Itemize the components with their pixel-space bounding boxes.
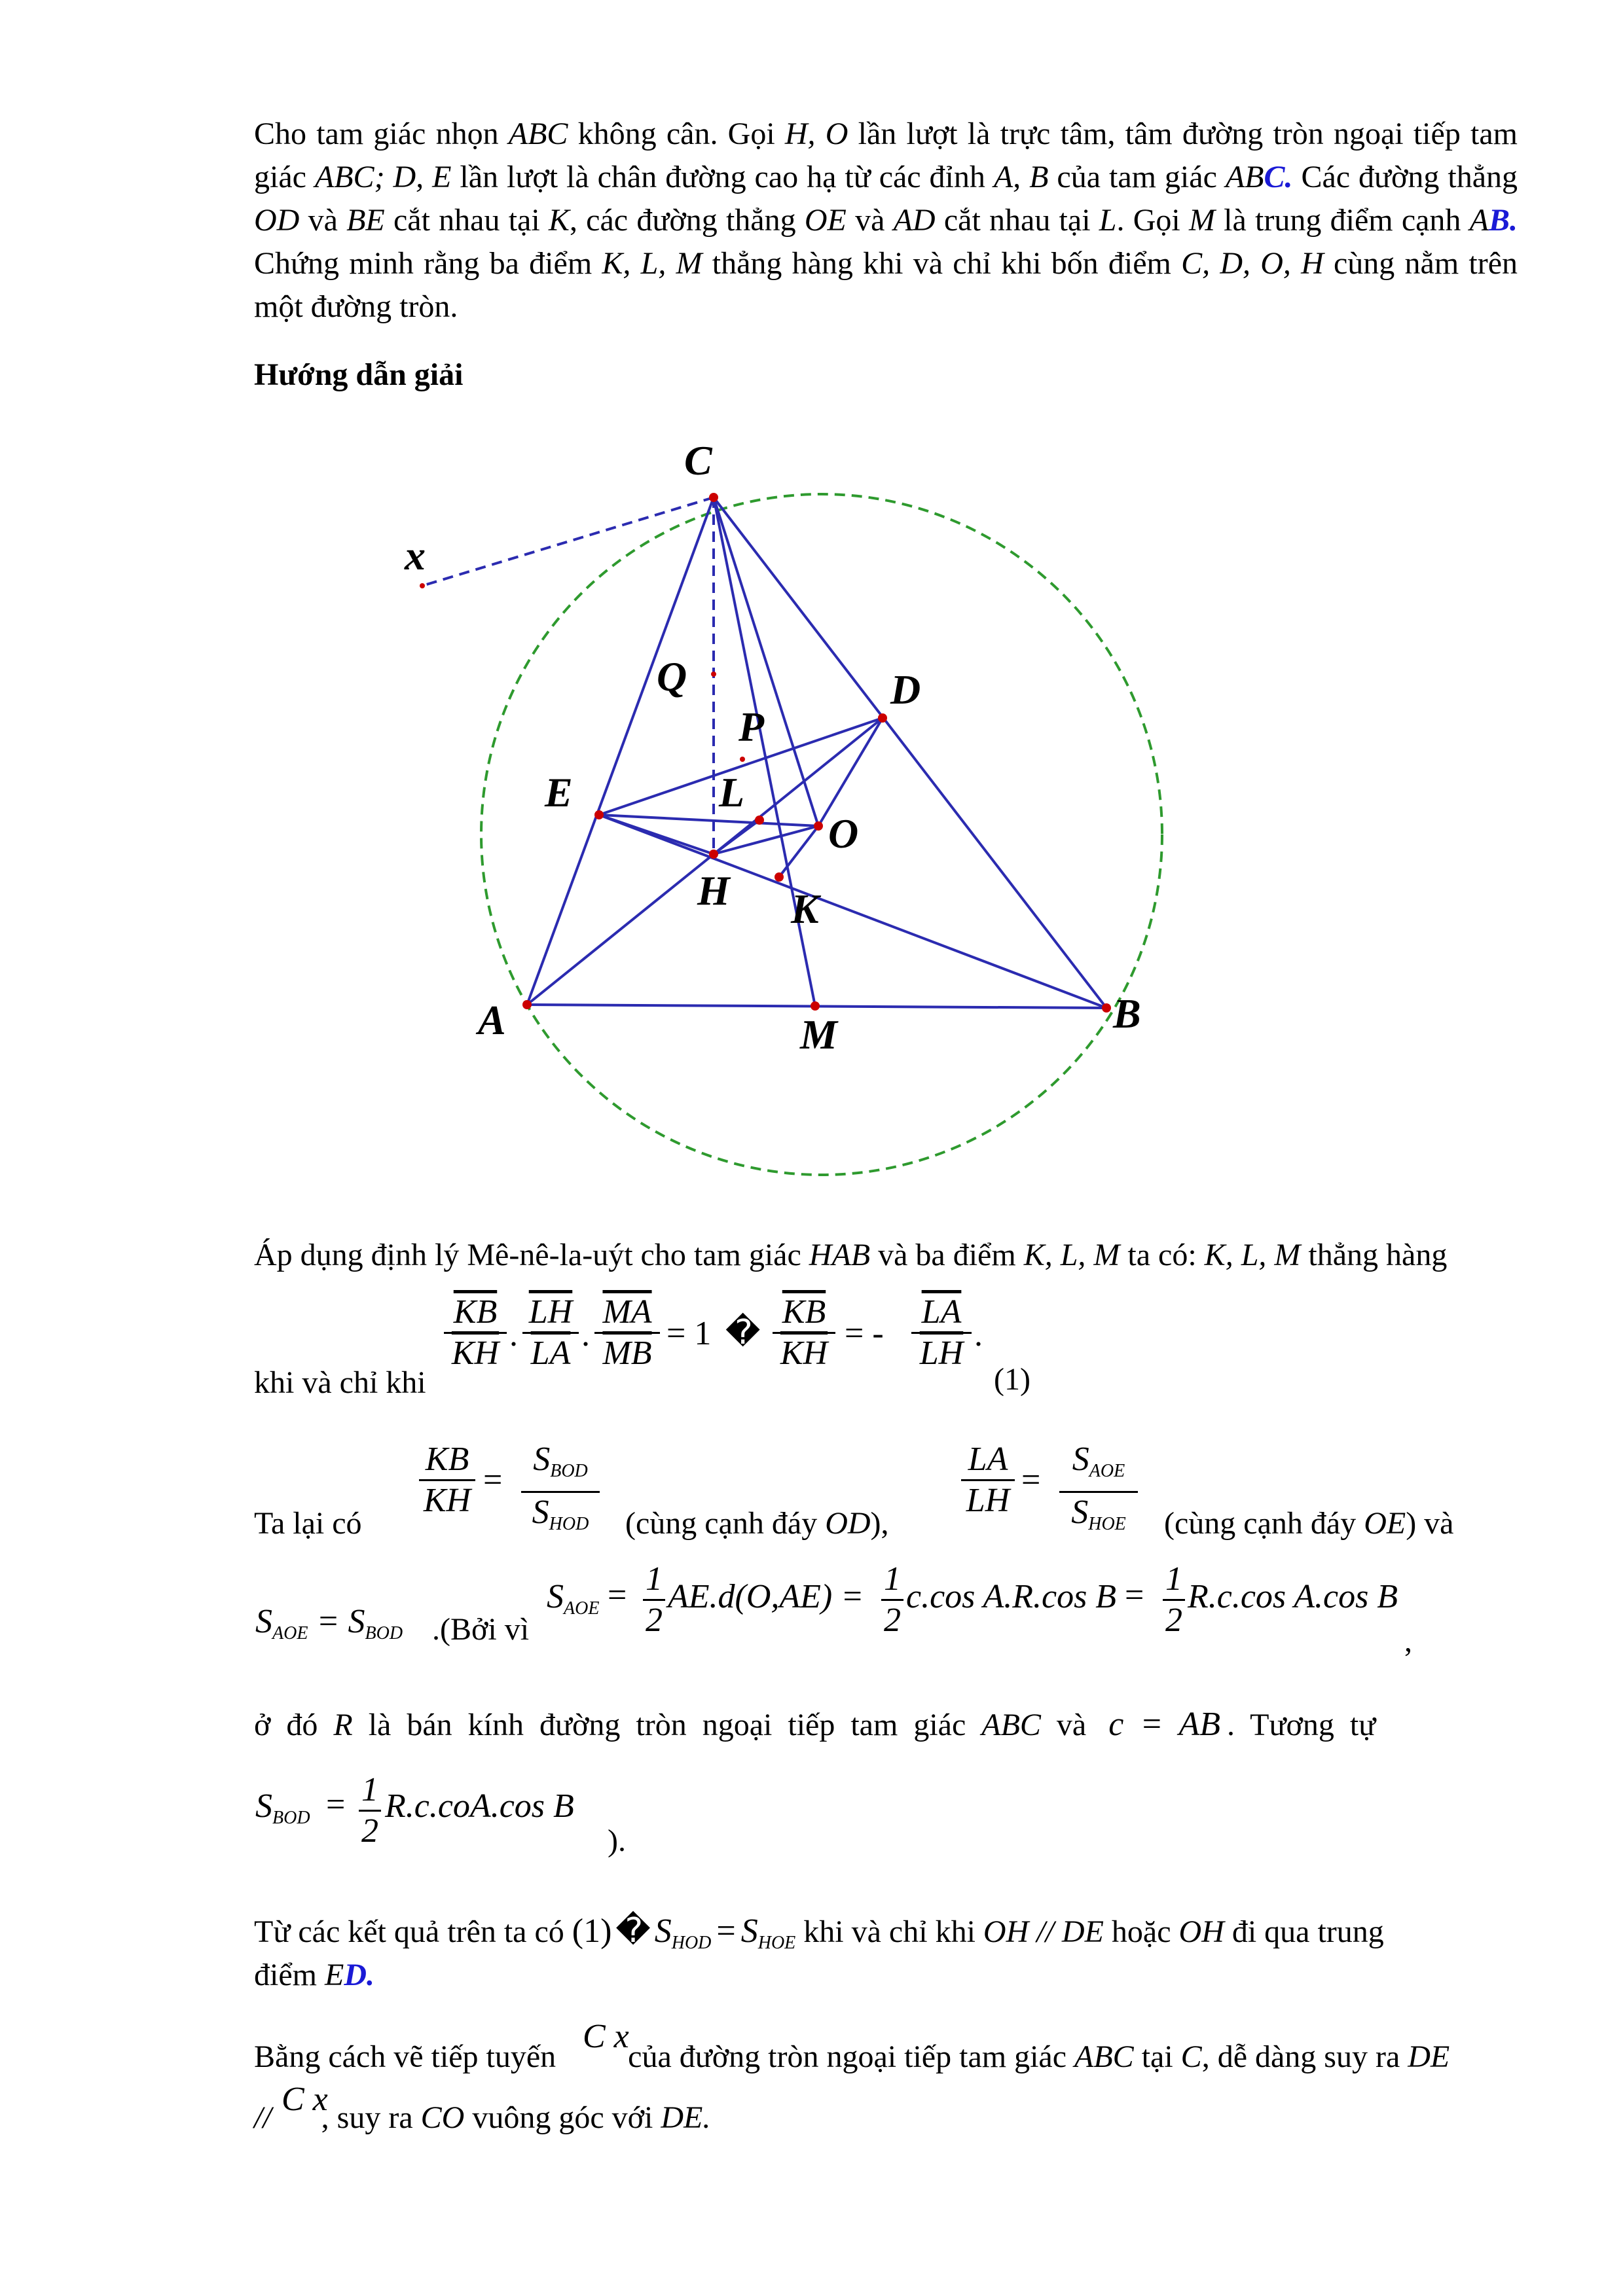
solution-line-7: Từ các kết quả trên ta có (1) � $S_{HOD} = S_{HOE}$ khi và chỉ khi OH // DE hoặc OH đi qua trung [254, 1912, 1384, 1953]
label-q: Q [657, 653, 687, 700]
solution-line-5: ở đó R là bán kính đường tròn ngoại tiếp tam giác ABC và c = AB . Tương tự [254, 1706, 1376, 1743]
solution-line-10: // , suy ra CO vuông góc với DE. [254, 2100, 711, 2135]
point-c [709, 493, 718, 502]
tangent-cx-label-2: C x [282, 2081, 328, 2118]
label-o: O [828, 810, 859, 857]
label-m: M [800, 1011, 837, 1058]
frac-la-lh: $\frac{\overline{LA}}{LH}$ [911, 1293, 972, 1373]
solution-line-2-prefix: khi và chỉ khi [254, 1365, 426, 1400]
point-q [711, 672, 716, 677]
point-h [709, 850, 718, 859]
label-x: x [405, 532, 426, 579]
frac-lh-la: $\frac{\overline{LH}}{LA}$ [522, 1293, 579, 1373]
frac-sbod-shod: $S_{BOD}$ $S_{HOD}$ [521, 1440, 600, 1544]
label-b: B [1113, 990, 1141, 1037]
solution-line-1: Áp dụng định lý Mê-nê-la-uýt cho tam giác HAB và ba điểm K, L, M ta có: K, L, M thẳng hàng [254, 1238, 1448, 1272]
tangent-cx-label: C x [583, 2018, 629, 2055]
label-e: E [545, 769, 573, 816]
label-c: C [684, 437, 712, 484]
frac-ma-mb: $\frac{\overline{MA}}{MB}$ [594, 1293, 660, 1373]
label-k: K [791, 886, 819, 932]
point-o [814, 821, 823, 831]
label-d: D [890, 666, 921, 713]
frac-kb-kh: $\frac{\overline{KB}}{KH}$ [444, 1293, 507, 1373]
problem-statement: Cho tam giác nhọn ABC không cân. Gọi H, O lần lượt là trực tâm, tâm đường tròn ngoại tiếp tam giác ABC; D, E lần lượt là chân đường cao hạ từ các đỉnh A, B của tam giác ABC. Các đường thẳng OD và BE cắt nhau tại K, các đường thẳng OE và AD cắt nhau tại L. Gọi M là trung điểm cạnh AB. Chứng minh rằng ba điểm K, L, M thẳng hàng khi và chỉ khi bốn điểm C, D, O, H cùng nằm trên một đường tròn. [254, 117, 1518, 324]
solution-line-8: điểm ED. [254, 1958, 374, 1992]
point-d [878, 713, 887, 723]
side-bc [714, 497, 1106, 1008]
frac-la-lh-2: LA LH [961, 1440, 1015, 1520]
tangent-cx [422, 497, 714, 586]
label-l: L [719, 769, 745, 816]
point-x [420, 583, 425, 588]
point-m [811, 1001, 820, 1011]
solution-heading: Hướng dẫn giải [254, 357, 464, 392]
point-l [755, 816, 764, 825]
label-p: P [739, 704, 765, 750]
label-a: A [478, 997, 506, 1043]
point-k [775, 872, 784, 882]
frac-kb-kh-2: $\frac{\overline{KB}}{KH}$ [773, 1293, 835, 1373]
point-p [740, 757, 745, 762]
point-b [1102, 1003, 1111, 1013]
circumcircle [481, 494, 1162, 1175]
solution-line-9: Bằng cách vẽ tiếp tuyến của đường tròn ngoại tiếp tam giác ABC tại C, dễ dàng suy ra DE [254, 2039, 1450, 2074]
frac-saoe-shoe: $S_{AOE}$ $S_{HOE}$ [1059, 1440, 1138, 1544]
point-e [594, 810, 604, 819]
point-a [522, 1000, 532, 1009]
segment-eo [599, 815, 818, 826]
frac-kb-kh-3: KB KH [419, 1440, 475, 1520]
solution-line-3-prefix: Ta lại có [254, 1506, 362, 1541]
label-h: H [697, 867, 730, 914]
